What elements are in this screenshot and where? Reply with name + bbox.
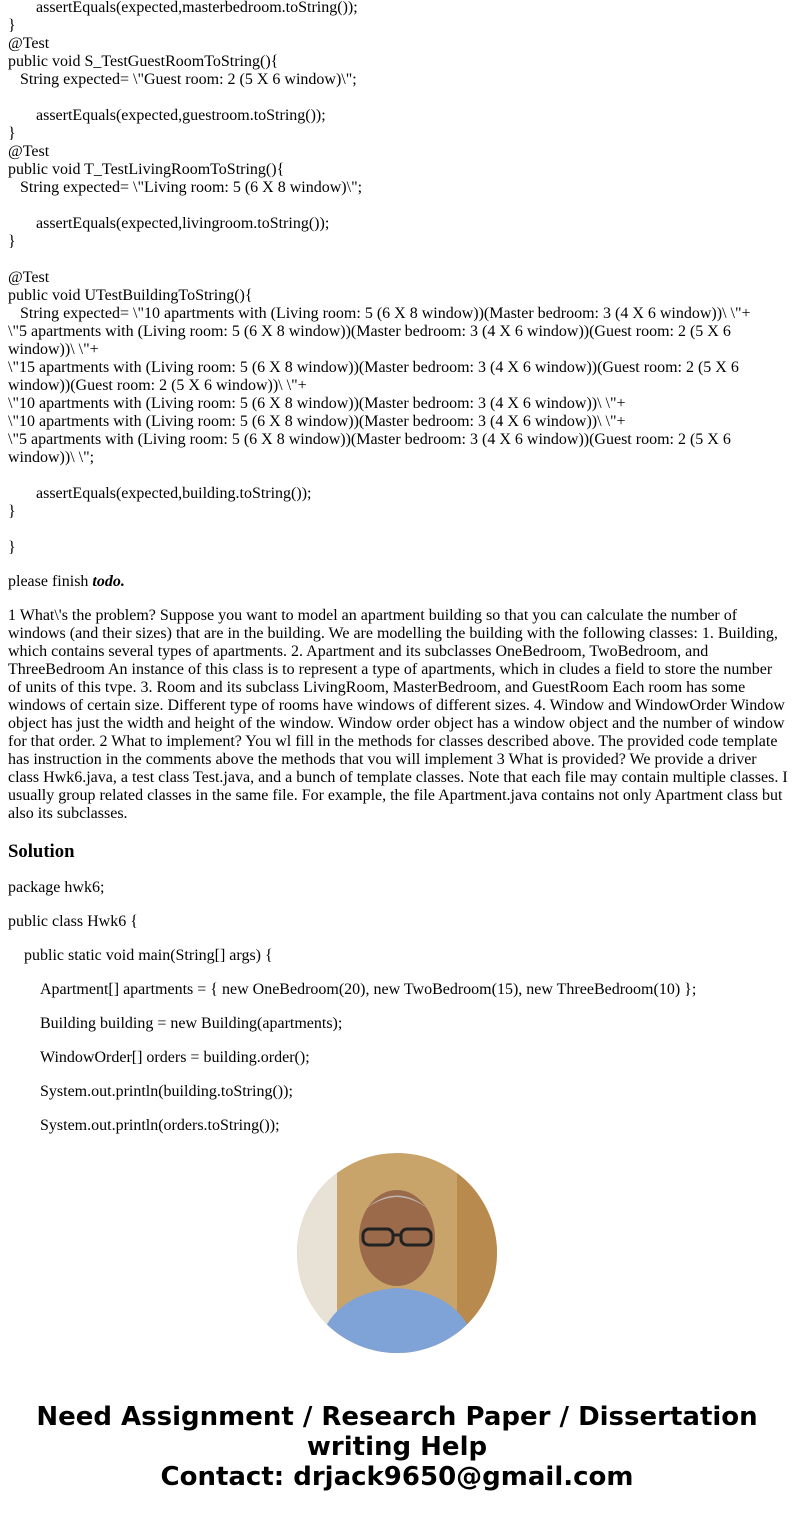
request-emphasis: todo. (92, 573, 125, 590)
code-line (8, 521, 788, 539)
code-line: String expected= \"Guest room: 2 (5 X 6 window)\"; (8, 71, 357, 88)
code-line: \"10 apartments with (Living room: 5 (6 X 8 window))(Master bedroom: 3 (4 X 6 window))\ \"+ (8, 413, 626, 430)
code-line: } (8, 17, 16, 34)
test-code-block (8, 0, 788, 557)
solution-line: public static void main(String[] args) { (8, 947, 273, 964)
solution-line: WindowOrder[] orders = building.order(); (8, 1049, 310, 1066)
code-line: } (8, 233, 16, 250)
code-line: @Test (8, 35, 50, 52)
code-line: String expected= \"10 apartments with (Living room: 5 (6 X 8 window))(Master bedroom: 3 (4 X 6 window))\ \"+ (8, 305, 751, 322)
code-line: \"5 apartments with (Living room: 5 (6 X 8 window))(Master bedroom: 3 (4 X 6 window))(Guest room: 2 (5 X 6 window))\ \"+ (8, 323, 735, 358)
code-line: \"5 apartments with (Living room: 5 (6 X 8 window))(Master bedroom: 3 (4 X 6 window))(Guest room: 2 (5 X 6 window))\ \"; (8, 431, 735, 466)
footer-line-help: Need Assignment / Research Paper / Dissertation writing Help (36, 1402, 758, 1462)
code-line: public void T_TestLivingRoomToString(){ (8, 161, 285, 178)
request-prefix: please finish (8, 573, 93, 590)
code-line: assertEquals(expected,masterbedroom.toString()); (8, 0, 358, 16)
code-line: String expected= \"Living room: 5 (6 X 8 window)\"; (8, 179, 363, 196)
solution-line: package hwk6; (8, 879, 105, 896)
solution-line: System.out.println(orders.toString()); (8, 1117, 280, 1134)
code-line: \"10 apartments with (Living room: 5 (6 X 8 window))(Master bedroom: 3 (4 X 6 window))\ \"+ (8, 395, 626, 412)
code-line (8, 197, 788, 215)
request-text (8, 573, 788, 591)
code-line (8, 89, 788, 107)
solution-line: Building building = new Building(apartments); (8, 1015, 343, 1032)
problem-description: 1 What\'s the problem? Suppose you want to model an apartment building so that you can calculate the number of windows (and their sizes) that are in the building. We are modelling the building with the following classes: 1. Building, which contains several types of apartments. 2. Apartment and its subclasses OneBedroom, TwoBedroom, and ThreeBedroom An instance of this class is to represent a type of apartments, which in cludes a field to store the number of units of this tvpe. 3. Room and its subclass LivingRoom, MasterBedroom, and GuestRoom Each room has some windows of certain size. Different type of rooms have windows of different sizes. 4. Window and WindowOrder Window object has just the width and height of the window. Window order object has a window object and the number of window for that order. 2 What to implement? You wl fill in the methods for classes described above. The provided code template has instruction in the comments above the methods that vou will implement 3 What is provided? We provide a driver class Hwk6.java, a test class Test.java, and a bunch of template classes. Note that each file may contain multiple classes. I usually group related classes in the same file. For example, the file Apartment.java contains not only Apartment class but also its subclasses. (8, 607, 788, 822)
code-line: @Test (8, 143, 50, 160)
solution-line: public class Hwk6 { (8, 913, 138, 930)
code-line: \"15 apartments with (Living room: 5 (6 X 8 window))(Master bedroom: 3 (4 X 6 window))(Guest room: 2 (5 X 6 window))(Guest room: 2 (5 X 6 window))\ \"+ (8, 359, 743, 394)
code-line: } (8, 125, 16, 142)
code-line: } (8, 503, 16, 520)
code-line (8, 467, 788, 485)
code-line: assertEquals(expected,guestroom.toString()); (8, 107, 326, 124)
solution-line: Apartment[] apartments = { new OneBedroom(20), new TwoBedroom(15), new ThreeBedroom(10) }; (8, 981, 697, 998)
solution-code (8, 879, 788, 1135)
solution-heading: Solution (8, 841, 75, 862)
code-line: public void UTestBuildingToString(){ (8, 287, 253, 304)
footer-banner (0, 1402, 794, 1492)
footer-line-contact: Contact: drjack9650@gmail.com (160, 1462, 634, 1492)
solution-line: System.out.println(building.toString()); (8, 1083, 293, 1100)
code-line: } (8, 539, 16, 556)
code-line: assertEquals(expected,building.toString()); (8, 485, 312, 502)
code-line: public void S_TestGuestRoomToString(){ (8, 53, 279, 70)
code-line: assertEquals(expected,livingroom.toString()); (8, 215, 330, 232)
code-line: @Test (8, 269, 50, 286)
author-avatar (297, 1153, 497, 1353)
document-content (8, 0, 788, 1134)
code-line (8, 251, 788, 269)
